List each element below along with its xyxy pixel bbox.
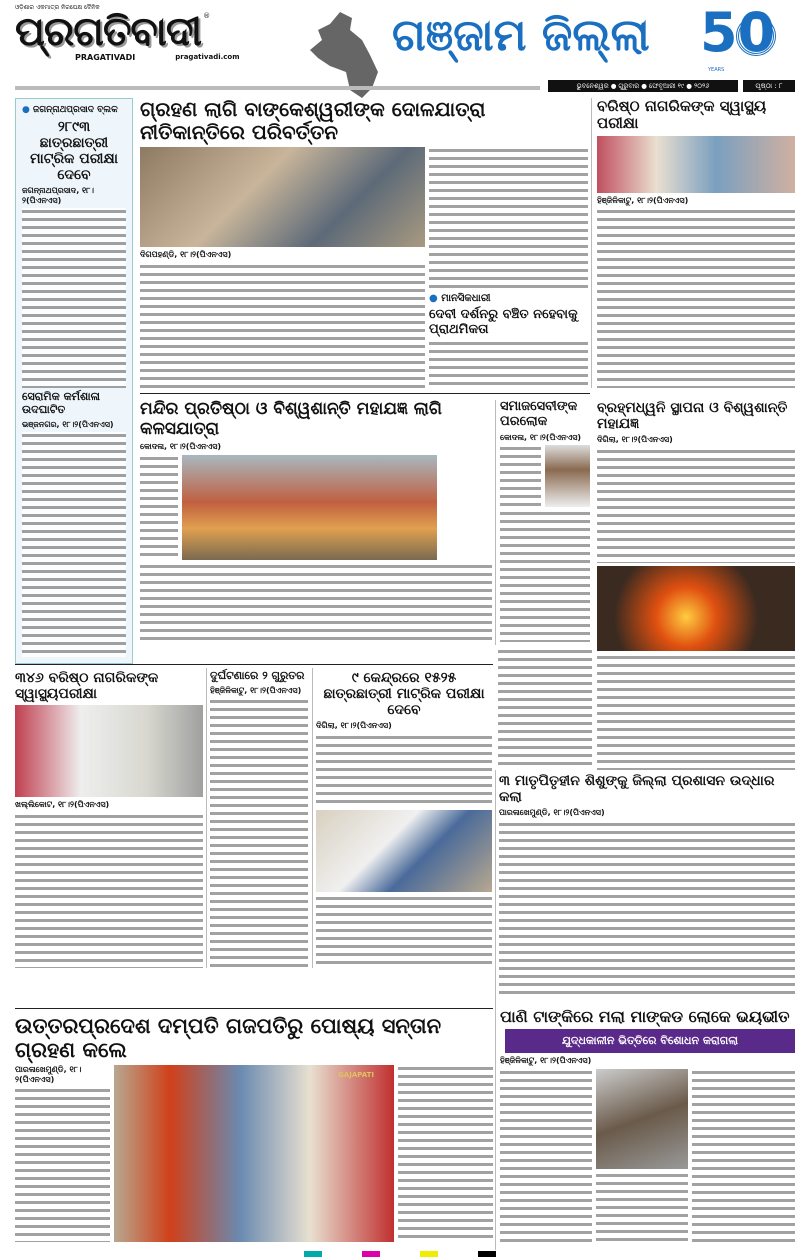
article-body [316, 734, 492, 807]
dateline: ଜଗନ୍ନାଥପ୍ରସାଦ, ୧୮।୨(ପିଏନଏସ) [22, 186, 94, 205]
logo: ପ୍ରଗତିବାଦୀ [15, 9, 202, 56]
obit-headline: ସମାଜସେବୀଙ୍କ ପରଲୋକ [500, 399, 578, 429]
rescue-article [499, 773, 795, 995]
health346-headline: ୩୪୬ ବରିଷ୍ଠ ନାଗରିକଙ୍କ ସ୍ୱାସ୍ଥ୍ୟପରୀକ୍ଷା [15, 670, 159, 703]
masthead-bar [15, 86, 540, 90]
kalash-article [140, 400, 492, 642]
page-number: ପୃଷ୍ଠା : ୮ [743, 80, 795, 92]
accident-headline: ଦୁର୍ଘଟଣାରେ ୨ ଗୁରୁତର [210, 669, 305, 682]
health346-photo [15, 705, 203, 797]
dateline: ହିଞ୍ଜିଳିକାଟୁ, ୧୮।୨(ପିଏନଏସ) [597, 195, 689, 205]
kalash-headline: ମନ୍ଦିର ପ୍ରତିଷ୍ଠା ଓ ବିଶ୍ୱଶାନ୍ତି ମହାଯଜ୍ଞ ଲାଗି କଳସଯାତ୍ରା [140, 399, 442, 439]
article-body [140, 455, 178, 560]
website: pragativadi.com [175, 53, 240, 62]
divider [140, 393, 590, 394]
lead-photo [140, 147, 425, 247]
monkey-photo [596, 1069, 688, 1169]
article-body [210, 698, 308, 968]
article-body [692, 1069, 795, 1242]
divider [15, 1008, 493, 1009]
monkey-banner: ଯୁଦ୍ଧକାଳୀନ ଭିତ୍ତିରେ ବିଶୋଧନ କରାଗଲା [505, 1029, 795, 1053]
article-body [500, 1069, 592, 1242]
anniversary-logo: 50 YEARS [700, 1, 776, 73]
article-body [15, 813, 203, 968]
dateline: କୋଦଳା, ୧୮।୨(ପିଏନଏସ) [500, 432, 582, 442]
yajna-headline: ବ୍ରହ୍ମଧ୍ୱନି ସ୍ଥାପନା ଓ ବିଶ୍ୱଶାନ୍ତି ମହାଯଜ୍ଞ [597, 400, 788, 433]
adoption-article [15, 1014, 493, 1242]
obit-photo [545, 445, 590, 507]
tagline: ଓଡ଼ିଶାର ଏକମାତ୍ର ନିରପେକ୍ଷ ଦୈନିକ [15, 4, 100, 11]
article-body [140, 263, 425, 388]
article-body [597, 208, 795, 388]
lead-article [140, 98, 588, 388]
article-body [15, 1087, 110, 1242]
article-body [500, 445, 541, 507]
exam-photo [316, 810, 492, 892]
article-body [316, 895, 492, 968]
article-body [429, 340, 588, 388]
divider [15, 664, 493, 665]
accident-article [210, 670, 308, 968]
column-divider [495, 770, 496, 1250]
dateline: ପାରଳାଖେମୁଣ୍ଡି, ୧୮।୨(ପିଏନଏସ) [15, 1065, 82, 1084]
article-body [498, 648, 592, 768]
article-body [398, 1065, 493, 1242]
article-body [597, 654, 795, 770]
monkey-headline: ପାଣି ଟାଙ୍କିରେ ମଲା ମାଙ୍କଡ ଲୋକେ ଭୟଭୀତ [500, 1007, 790, 1026]
dateline: ଦିଗିଲା, ୧୮।୨(ପିଏନଏସ) [316, 721, 392, 731]
masthead-logo-block [15, 4, 295, 84]
article-body [22, 432, 126, 657]
article-body [140, 563, 492, 642]
section-title: ଗଞ୍ଜାମ ଜିଲ୍ଲା [392, 10, 650, 61]
article-body [499, 821, 795, 995]
print-marks [0, 1248, 800, 1260]
dateline: ଭଞ୍ଜନଗର, ୧୮।୨(ପିଏନଏସ) [22, 419, 114, 429]
column-divider [591, 98, 592, 388]
rescue-headline: ୩ ମାତୃପିତୃହୀନ ଶିଶୁଙ୍କୁ ଜିଲ୍ଲା ପ୍ରଶାସନ ଉଦ୍ଧାର କଲା [499, 773, 775, 806]
side-headline: ଦେବୀ ଦର୍ଶନରୁ ବଞ୍ଚିତ ନହେବାକୁ ପ୍ରାଥମିକତା [429, 306, 578, 337]
adoption-headline: ଉତ୍ତରପ୍ରଦେଶ ଦମ୍ପତି ଗଜପତିରୁ ପୋଷ୍ୟ ସନ୍ତାନ ଗ୍ରହଣ କଲେ [15, 1014, 442, 1063]
monkey-article [500, 1008, 795, 1242]
dateline: ଦିଗିଲା, ୧୮।୨(ପିଏନଏସ) [597, 435, 673, 445]
health-article [597, 98, 795, 388]
date-line: ଭୁବନେଶ୍ୱର ● ଗୁରୁବାର ● ଫେବୃଆରୀ ୧୯ ● ୨୦୨୬ [548, 80, 738, 92]
column-divider [312, 668, 313, 968]
health-photo [597, 136, 795, 193]
sidebar-kicker: ● ଜଗନ୍ନାଥପ୍ରସାଦ ବ୍ଲକ [22, 105, 118, 115]
kalash-photo [182, 455, 437, 560]
dateline: ଦିଗପହଣ୍ଡି, ୧୮।୨(ପିଏନଏସ) [140, 250, 232, 259]
article-body [429, 147, 588, 290]
yajna-photo [597, 566, 795, 651]
yajna-article [597, 400, 795, 770]
sidebar-sub-headline: ସେରାମିକ କର୍ମଶାଳା ଉଦଘାଟିତ [22, 390, 101, 416]
exam-article [316, 670, 492, 968]
sidebar-box [15, 98, 133, 664]
dateline: ହିଞ୍ଜିଳିକାଟୁ, ୧୮।୨(ପିଏନଏସ) [210, 685, 302, 695]
logo-english: PRAGATIVADI [75, 53, 136, 63]
column-divider [206, 668, 207, 968]
column-divider [495, 400, 496, 645]
dateline: ହିଞ୍ଜିଳିକାଟୁ, ୧୮।୨(ପିଏନଏସ) [500, 1056, 592, 1066]
sidebar-headline: ୨୮୯୩ ଛାତ୍ରଛାତ୍ରୀ ମାଟ୍ରିକ ପରୀକ୍ଷା ଦେବେ [30, 118, 118, 184]
registered-icon: ® [203, 12, 211, 21]
exam-headline: ୯ କେନ୍ଦ୍ରରେ ୧୫୨୫ ଛାତ୍ରଛାତ୍ରୀ ମାଟ୍ରିକ ପରୀକ୍ଷା ଦେବେ [323, 670, 485, 719]
side-kicker: ● ମାନସିକଧାରୀ [429, 292, 491, 304]
article-body [500, 510, 590, 642]
dateline: ଖଲ୍ଲିକୋଟ, ୧୮।୨(ପିଏନଏସ) [15, 800, 110, 810]
lead-headline: ଗ୍ରହଣ ଲାଗି ବାଙ୍କେଶ୍ୱରୀଙ୍କ ଦୋଳଯାତ୍ରା ନୀତିକାନ୍ତିରେ ପରିବର୍ତ୍ତନ [140, 97, 486, 144]
adoption-photo: GAJAPATI [114, 1065, 394, 1242]
dateline: କୋଦଳା, ୧୮।୨(ପିଏନଏସ) [140, 442, 222, 452]
article-body [22, 208, 126, 388]
dateline: ପାରଳାଖେମୁଣ୍ଡି, ୧୮।୨(ପିଏନଏସ) [499, 808, 605, 818]
health346-article [15, 670, 203, 968]
obit-article [500, 400, 590, 642]
article-body [597, 448, 795, 564]
health-headline: ବରିଷ୍ଠ ନାଗରିକଙ୍କ ସ୍ୱାସ୍ଥ୍ୟ ପରୀକ୍ଷା [597, 97, 767, 133]
article-body [596, 1172, 688, 1242]
